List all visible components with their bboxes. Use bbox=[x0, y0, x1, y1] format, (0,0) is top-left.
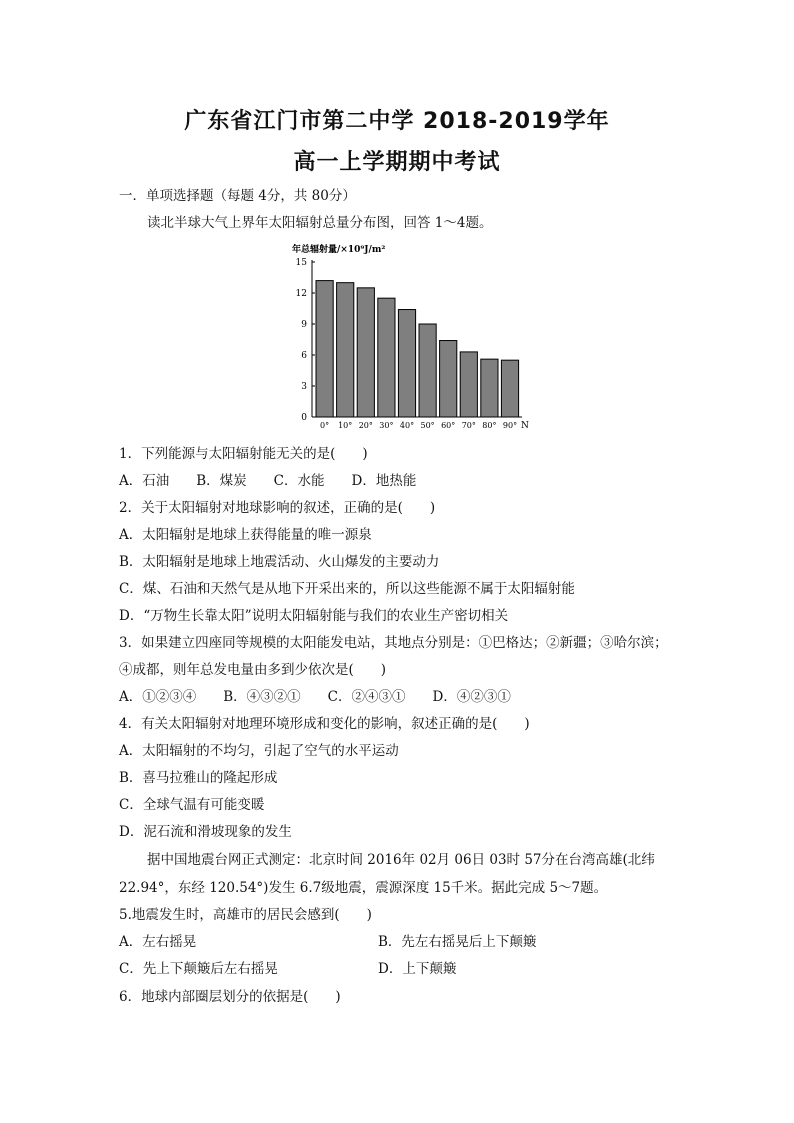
question-5-option-b: B．先左右摇晃后上下颠簸 bbox=[378, 934, 537, 950]
chart-title: 年总辐射量/×10⁹J/m² bbox=[292, 245, 386, 255]
x-tick-label: 40° bbox=[399, 421, 415, 430]
bar bbox=[481, 359, 498, 417]
y-tick-label: 6 bbox=[301, 351, 307, 361]
x-tick-label: 10° bbox=[338, 421, 353, 430]
y-tick-label: 15 bbox=[295, 258, 307, 268]
intro-text-2-line2: 22.94°，东经 120.54°)发生 6.7级地震，震源深度 15千米。据此完成 5～7题。 bbox=[119, 880, 608, 896]
exam-subtitle: 高一上学期期中考试 bbox=[293, 150, 501, 175]
x-tick-label: 30° bbox=[379, 421, 394, 430]
y-tick-label: 0 bbox=[301, 413, 307, 423]
question-4-option-c: C．全球气温有可能变暖 bbox=[119, 797, 265, 813]
bar bbox=[398, 310, 415, 417]
x-tick-label: 60° bbox=[441, 421, 456, 430]
bar bbox=[378, 298, 395, 417]
intro-text-1: 读北半球大气上界年太阳辐射总量分布图，回答 1～4题。 bbox=[147, 215, 493, 231]
question-5-option-c: C．先上下颠簸后左右摇晃 bbox=[119, 961, 278, 977]
question-1-stem: 1．下列能源与太阳辐射能无关的是( ) bbox=[119, 446, 368, 462]
bar bbox=[501, 360, 518, 417]
exam-title: 广东省江门市第二中学 2018-2019学年 bbox=[184, 109, 610, 134]
y-tick-label: 3 bbox=[301, 382, 307, 392]
intro-text-2-line1: 据中国地震台网正式测定：北京时间 2016年 02月 06日 03时 57分在台湾高雄(北纬 bbox=[147, 852, 655, 868]
question-3-options: A．①②③④ B．④③②① C．②④③① D．④②③① bbox=[119, 689, 511, 705]
question-2-stem: 2．关于太阳辐射对地球影响的叙述，正确的是( ) bbox=[119, 500, 436, 516]
question-1-options: A．石油 B．煤炭 C．水能 D．地热能 bbox=[119, 473, 417, 489]
section-heading: 一．单项选择题（每题 4分，共 80分） bbox=[119, 188, 356, 204]
question-2-option-c: C．煤、石油和天然气是从地下开采出来的，所以这些能源不属于太阳辐射能 bbox=[119, 581, 575, 597]
x-axis-label: N bbox=[521, 421, 529, 431]
bar bbox=[316, 281, 333, 417]
y-tick-label: 9 bbox=[301, 320, 307, 330]
x-tick-label: 50° bbox=[420, 421, 435, 430]
question-6-stem: 6．地球内部圈层划分的依据是( ) bbox=[119, 989, 341, 1005]
bar bbox=[419, 324, 436, 417]
question-2-option-a: A．太阳辐射是地球上获得能量的唯一源泉 bbox=[119, 527, 372, 543]
x-tick-label: 70° bbox=[461, 421, 476, 430]
radiation-bar-chart bbox=[282, 240, 542, 435]
question-3-stem-line2: ④成都，则年总发电量由多到少依次是( ) bbox=[119, 662, 387, 678]
question-2-option-b: B．太阳辐射是地球上地震活动、火山爆发的主要动力 bbox=[119, 554, 440, 570]
y-tick-label: 12 bbox=[295, 289, 307, 299]
question-4-option-a: A．太阳辐射的不均匀，引起了空气的水平运动 bbox=[119, 743, 399, 759]
bar bbox=[337, 283, 354, 417]
x-tick-label: 80° bbox=[482, 421, 497, 430]
question-3-stem-line1: 3．如果建立四座同等规模的太阳能发电站，其地点分别是：①巴格达；②新疆；③哈尔滨； bbox=[119, 635, 668, 651]
x-tick-label: 0° bbox=[320, 421, 330, 430]
question-4-option-b: B．喜马拉雅山的隆起形成 bbox=[119, 770, 278, 786]
x-tick-label: 90° bbox=[502, 421, 518, 430]
bar bbox=[357, 288, 374, 417]
question-2-option-d: D．“万物生长靠太阳”说明太阳辐射能与我们的农业生产密切相关 bbox=[119, 608, 509, 624]
bar bbox=[460, 352, 477, 417]
question-5-option-a: A．左右摇晃 bbox=[119, 934, 197, 950]
question-4-stem: 4．有关太阳辐射对地理环境形成和变化的影响，叙述正确的是( ) bbox=[119, 716, 530, 732]
bar bbox=[440, 341, 457, 417]
question-4-option-d: D．泥石流和滑坡现象的发生 bbox=[119, 824, 292, 840]
x-tick-label: 20° bbox=[358, 421, 373, 430]
question-5-option-d: D．上下颠簸 bbox=[378, 961, 457, 977]
question-5-stem: 5.地震发生时，高雄市的居民会感到( ) bbox=[119, 907, 372, 923]
